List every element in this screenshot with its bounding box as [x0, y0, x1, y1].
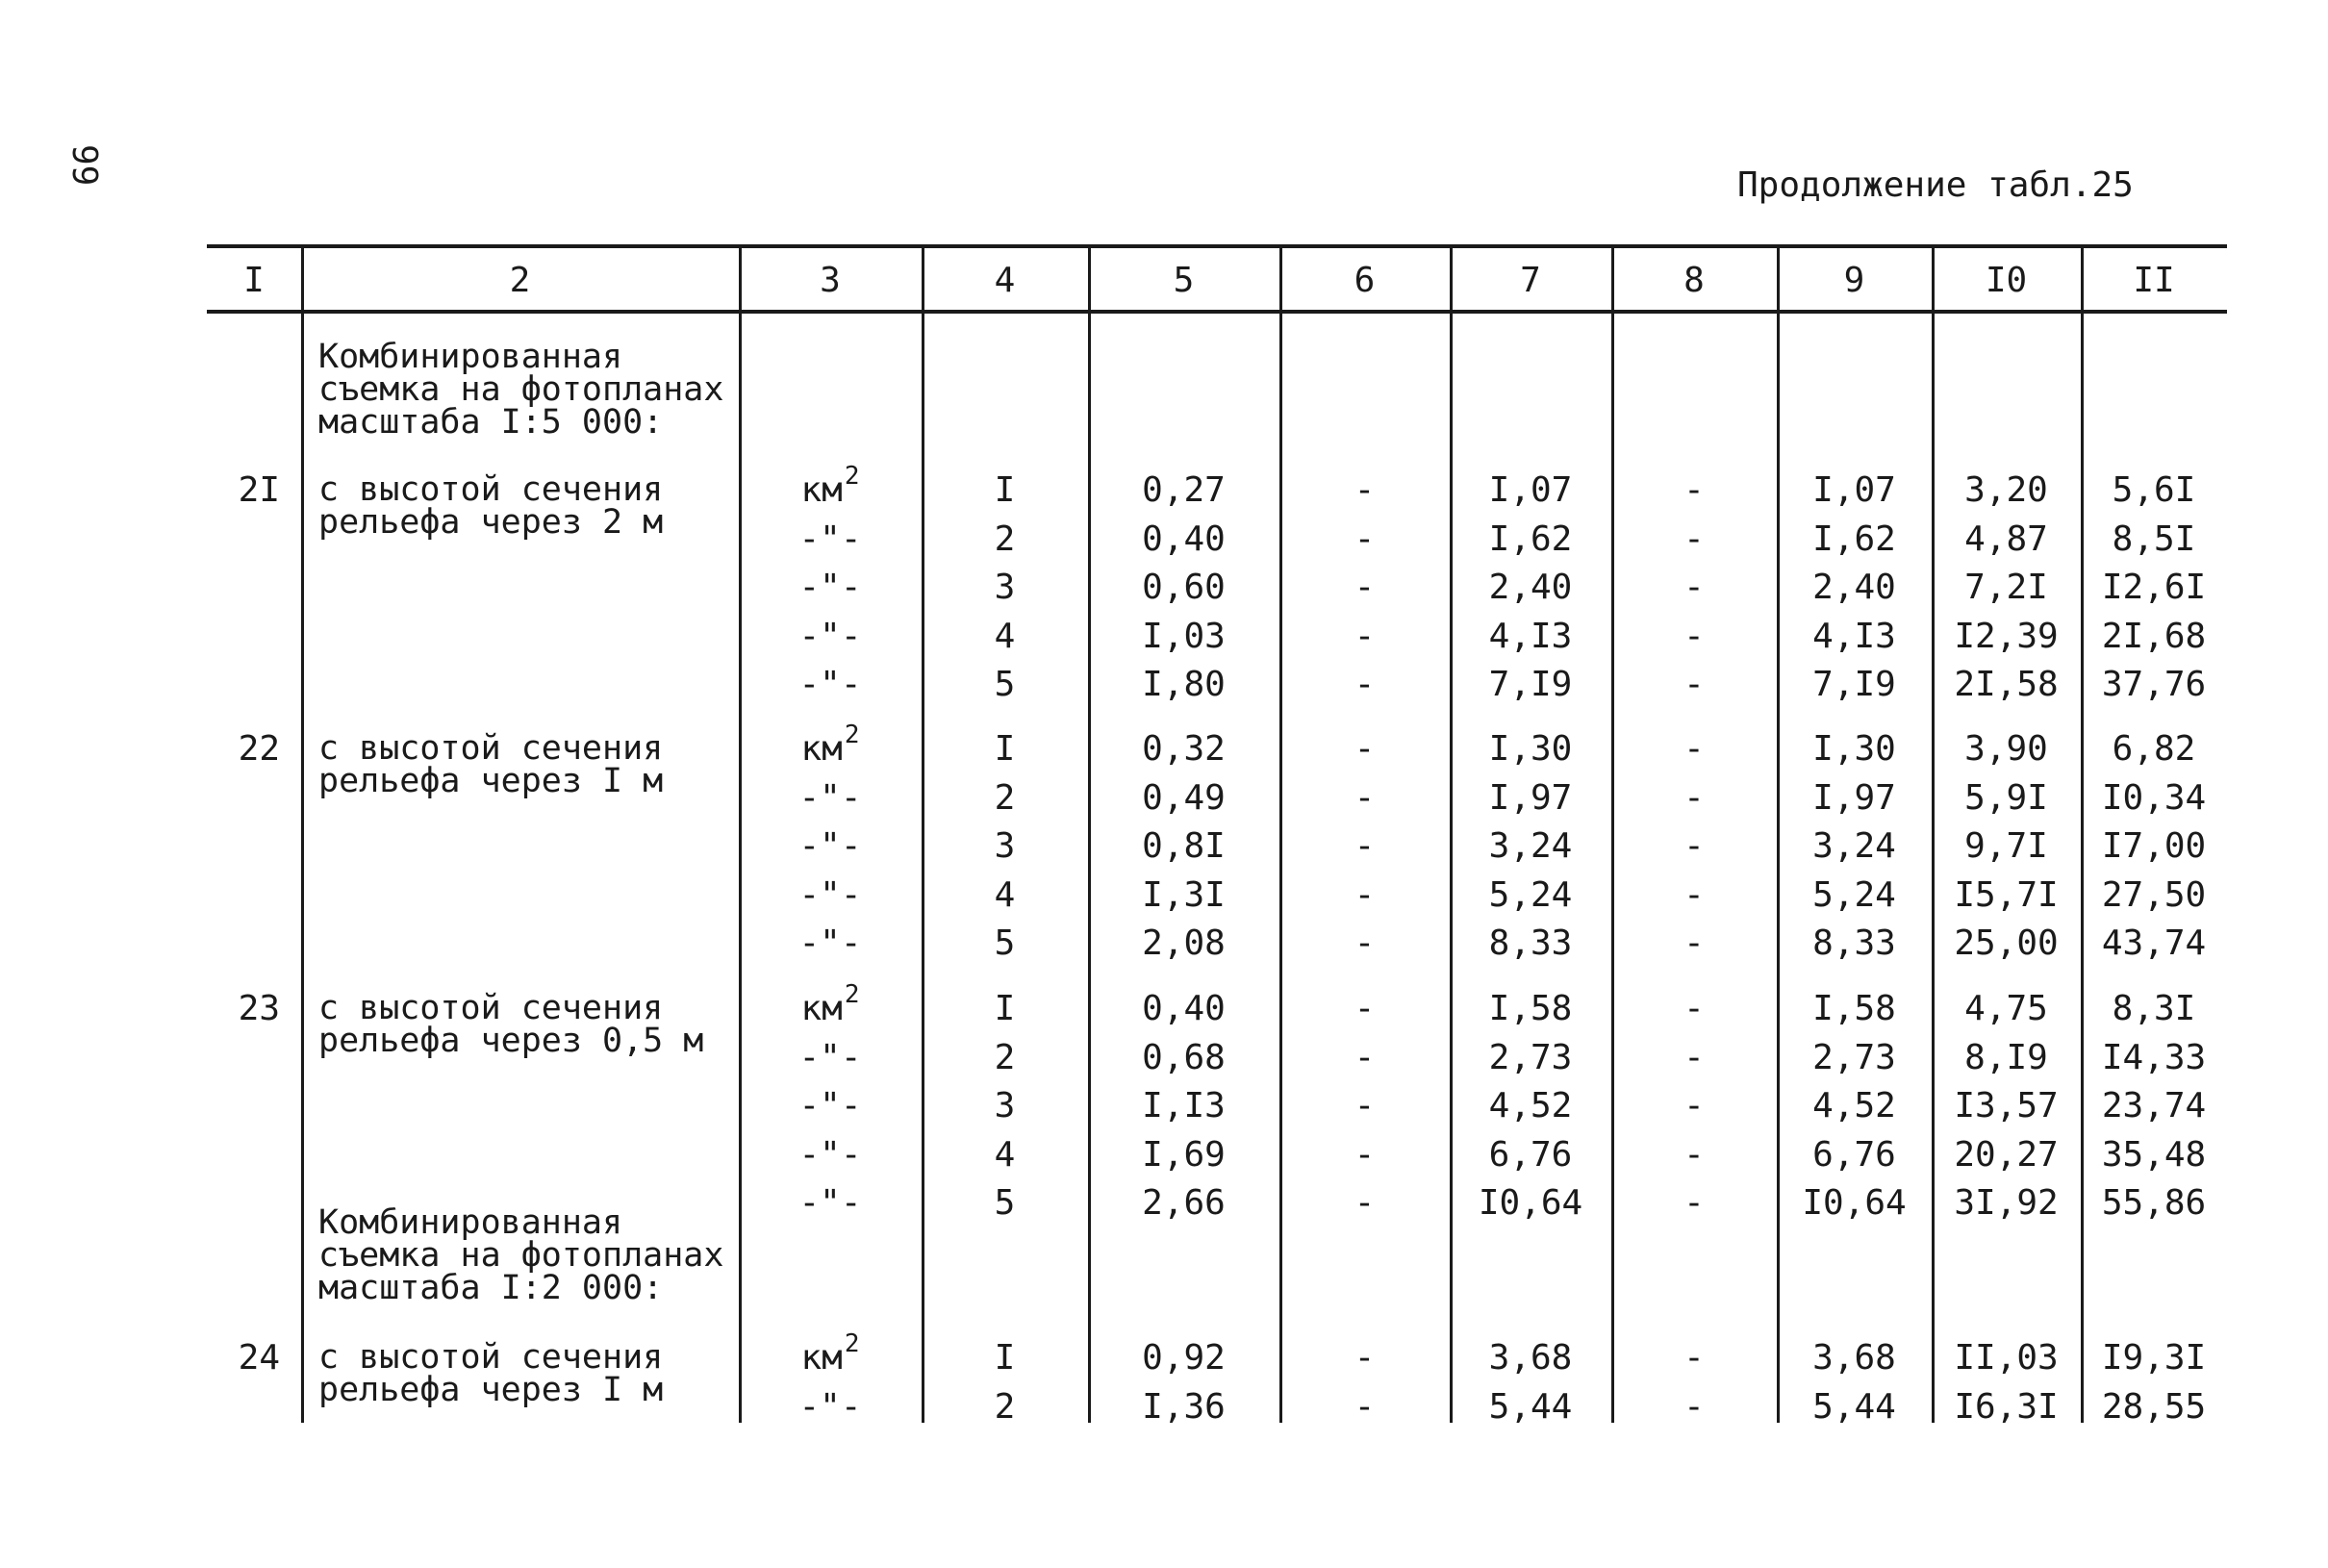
column-divider — [1088, 244, 1091, 1423]
table-cell: - — [1683, 777, 1705, 818]
table-cell: - — [1683, 616, 1705, 656]
table-cell: I — [994, 470, 1016, 510]
table-cell: - — [1354, 777, 1376, 818]
table-cell: - — [1683, 1037, 1705, 1077]
column-header: 7 — [1520, 261, 1541, 300]
table-cell: - — [1683, 470, 1705, 510]
table-cell: - — [1354, 1386, 1376, 1427]
table-cell: 25,00 — [1954, 923, 2059, 963]
unit-cell: -"- — [798, 518, 862, 559]
table-cell: 5,24 — [1488, 874, 1573, 915]
unit-cell: -"- — [798, 1183, 862, 1223]
table-cell: I0,64 — [1478, 1183, 1583, 1223]
table-cell: I — [994, 729, 1016, 769]
table-cell: I0,64 — [1802, 1183, 1907, 1223]
table-cell: - — [1354, 1338, 1376, 1378]
table-cell: - — [1354, 729, 1376, 769]
table-cell: - — [1354, 568, 1376, 607]
table-cell: I2,39 — [1954, 616, 2059, 656]
table-cell: 3 — [994, 1086, 1016, 1125]
table-cell: 5,9I — [1964, 777, 2048, 818]
table-cell: 6,76 — [1812, 1134, 1896, 1175]
table-cell: 5,44 — [1488, 1386, 1573, 1427]
column-header: 2 — [509, 261, 531, 300]
table-cell: - — [1354, 1037, 1376, 1077]
table-cell: 2I,58 — [1954, 665, 2059, 704]
table-cell: I — [994, 989, 1016, 1028]
table-cell: 3,24 — [1488, 826, 1573, 866]
column-divider — [1279, 244, 1282, 1423]
table-cell: 0,60 — [1142, 568, 1226, 607]
unit-text: км — [800, 989, 843, 1028]
table-cell: - — [1683, 923, 1705, 963]
table-cell: 4 — [994, 1134, 1016, 1175]
table-cell: 7,2I — [1964, 568, 2048, 607]
table-cell: 0,49 — [1142, 777, 1226, 818]
row-number: 22 — [238, 729, 280, 769]
column-header: I0 — [1985, 261, 2028, 300]
table-cell: 5,44 — [1812, 1386, 1896, 1427]
table-cell: 28,55 — [2101, 1386, 2207, 1427]
unit-cell: -"- — [798, 1386, 862, 1427]
table-cell: I0,34 — [2101, 777, 2207, 818]
table-cell: I,97 — [1488, 777, 1573, 818]
column-header: 8 — [1683, 261, 1705, 300]
row-description: с высотой сечения рельефа через 2 м — [318, 470, 664, 542]
table-cell: 2 — [994, 518, 1016, 559]
table-cell: 4,75 — [1964, 989, 2048, 1028]
unit-cell — [800, 980, 860, 1029]
table-cell: I,03 — [1142, 616, 1226, 656]
row-description: с высотой сечения рельефа через I м — [318, 1338, 664, 1409]
table-cell: 0,40 — [1142, 518, 1226, 559]
row-number: 2I — [238, 470, 280, 510]
table-cell: I,36 — [1142, 1386, 1226, 1427]
table-cell: - — [1683, 1338, 1705, 1378]
table-cell: I4,33 — [2101, 1037, 2207, 1077]
column-header: 9 — [1843, 261, 1865, 300]
data-table — [207, 244, 2227, 1427]
table-cell: I,58 — [1488, 989, 1573, 1028]
unit-cell — [800, 1329, 860, 1378]
table-cell: 4,I3 — [1812, 616, 1896, 656]
unit-cell: -"- — [798, 616, 862, 656]
column-header: I — [243, 261, 265, 300]
table-cell: I9,3I — [2101, 1338, 2207, 1378]
table-cell: 8,I9 — [1964, 1037, 2048, 1077]
table-cell: - — [1683, 1386, 1705, 1427]
table-cell: I3,57 — [1954, 1086, 2059, 1125]
table-cell: 5 — [994, 923, 1016, 963]
table-cell: 4 — [994, 616, 1016, 656]
table-cell: 3I,92 — [1954, 1183, 2059, 1223]
column-header: 3 — [820, 261, 841, 300]
column-header: 4 — [994, 261, 1016, 300]
table-cell: I,30 — [1488, 729, 1573, 769]
section-label: Комбинированная съемка на фотопланах масштаба I:2 000: — [318, 1203, 724, 1307]
table-cell: 3,24 — [1812, 826, 1896, 866]
table-cell: 8,5I — [2112, 518, 2196, 559]
table-cell: 8,33 — [1488, 923, 1573, 963]
table-top-rule — [207, 244, 2227, 248]
table-cell: - — [1683, 826, 1705, 866]
unit-cell: -"- — [798, 665, 862, 704]
row-description: с высотой сечения рельефа через 0,5 м — [318, 989, 704, 1060]
table-cell: 2,66 — [1142, 1183, 1226, 1223]
unit-text: км — [800, 1338, 843, 1378]
column-header: II — [2133, 261, 2175, 300]
table-cell: 2I,68 — [2101, 616, 2207, 656]
table-cell: 3,68 — [1812, 1338, 1896, 1378]
unit-cell: -"- — [798, 826, 862, 866]
table-cell: - — [1683, 518, 1705, 559]
table-cell: I,62 — [1488, 518, 1573, 559]
column-divider — [739, 244, 742, 1423]
unit-cell: -"- — [798, 568, 862, 607]
unit-cell — [800, 721, 860, 770]
table-cell: - — [1683, 874, 1705, 915]
table-cell: 2,08 — [1142, 923, 1226, 963]
table-cell: 27,50 — [2101, 874, 2207, 915]
table-cell: - — [1354, 470, 1376, 510]
table-cell: - — [1683, 568, 1705, 607]
table-cell: - — [1354, 826, 1376, 866]
column-divider — [1777, 244, 1780, 1423]
unit-cell: -"- — [798, 777, 862, 818]
unit-cell: -"- — [798, 874, 862, 915]
column-header: 6 — [1354, 261, 1376, 300]
table-cell: - — [1683, 989, 1705, 1028]
table-cell: 0,92 — [1142, 1338, 1226, 1378]
table-cell: - — [1683, 729, 1705, 769]
table-cell: I,80 — [1142, 665, 1226, 704]
table-cell: I,58 — [1812, 989, 1896, 1028]
column-header: 5 — [1173, 261, 1195, 300]
table-cell: I,3I — [1142, 874, 1226, 915]
table-cell: 3,90 — [1964, 729, 2048, 769]
table-cell: - — [1354, 874, 1376, 915]
table-cell: I — [994, 1338, 1016, 1378]
table-cell: I,30 — [1812, 729, 1896, 769]
column-divider — [301, 244, 304, 1423]
page-number: 99 — [64, 144, 104, 187]
unit-cell: -"- — [798, 923, 862, 963]
table-cell: 5,6I — [2112, 470, 2196, 510]
table-cell: 7,I9 — [1812, 665, 1896, 704]
table-cell: 8,3I — [2112, 989, 2196, 1028]
table-cell: 20,27 — [1954, 1134, 2059, 1175]
table-cell: - — [1354, 989, 1376, 1028]
table-cell: 4,52 — [1488, 1086, 1573, 1125]
table-cell: I,I3 — [1142, 1086, 1226, 1125]
table-cell: 5 — [994, 665, 1016, 704]
row-description: с высотой сечения рельефа через I м — [318, 729, 664, 800]
table-cell: - — [1354, 1086, 1376, 1125]
table-cell: I,62 — [1812, 518, 1896, 559]
table-cell: 23,74 — [2101, 1086, 2207, 1125]
table-cell: I,07 — [1488, 470, 1573, 510]
table-cell: 5,24 — [1812, 874, 1896, 915]
table-cell: - — [1354, 518, 1376, 559]
table-cell: 43,74 — [2101, 923, 2207, 963]
table-cell: 2 — [994, 1386, 1016, 1427]
table-cell: 3,20 — [1964, 470, 2048, 510]
column-divider — [922, 244, 924, 1423]
table-header-rule — [207, 310, 2227, 314]
unit-exponent: 2 — [844, 1329, 860, 1358]
column-divider — [1611, 244, 1614, 1423]
table-cell: 4,52 — [1812, 1086, 1896, 1125]
table-cell: - — [1683, 1086, 1705, 1125]
table-cell: 3,68 — [1488, 1338, 1573, 1378]
table-cell: I7,00 — [2101, 826, 2207, 866]
row-number: 23 — [238, 989, 280, 1028]
table-cell: - — [1683, 1183, 1705, 1223]
table-cell: 0,68 — [1142, 1037, 1226, 1077]
unit-cell — [800, 462, 860, 511]
table-cell: 3 — [994, 826, 1016, 866]
column-divider — [1932, 244, 1935, 1423]
table-cell: 0,32 — [1142, 729, 1226, 769]
table-cell: - — [1354, 923, 1376, 963]
table-cell: 7,I9 — [1488, 665, 1573, 704]
table-cell: 2,40 — [1488, 568, 1573, 607]
column-divider — [1450, 244, 1453, 1423]
table-cell: - — [1354, 616, 1376, 656]
unit-text: км — [800, 470, 843, 510]
table-cell: 4 — [994, 874, 1016, 915]
table-cell: 0,27 — [1142, 470, 1226, 510]
table-cell: - — [1354, 1134, 1376, 1175]
table-cell: 0,40 — [1142, 989, 1226, 1028]
table-cell: 2 — [994, 1037, 1016, 1077]
table-cell: 35,48 — [2101, 1134, 2207, 1175]
table-cell: - — [1354, 1183, 1376, 1223]
table-cell: 4,I3 — [1488, 616, 1573, 656]
table-cell: I6,3I — [1954, 1386, 2059, 1427]
table-cell: - — [1354, 665, 1376, 704]
table-cell: II,03 — [1954, 1338, 2059, 1378]
unit-exponent: 2 — [844, 980, 860, 1009]
table-cell: 5 — [994, 1183, 1016, 1223]
table-cell: I,97 — [1812, 777, 1896, 818]
table-cell: 2 — [994, 777, 1016, 818]
table-cell: I2,6I — [2101, 568, 2207, 607]
unit-cell: -"- — [798, 1086, 862, 1125]
unit-text: км — [800, 729, 843, 769]
unit-exponent: 2 — [844, 721, 860, 749]
table-cell: 3 — [994, 568, 1016, 607]
table-cell: 2,40 — [1812, 568, 1896, 607]
table-cell: 0,8I — [1142, 826, 1226, 866]
table-cell: 6,82 — [2112, 729, 2196, 769]
table-cell: I,69 — [1142, 1134, 1226, 1175]
table-cell: 9,7I — [1964, 826, 2048, 866]
table-cell: 4,87 — [1964, 518, 2048, 559]
table-cell: 2,73 — [1488, 1037, 1573, 1077]
section-label: Комбинированная съемка на фотопланах масштаба I:5 000: — [318, 338, 724, 442]
table-cell: - — [1683, 665, 1705, 704]
table-cell: I5,7I — [1954, 874, 2059, 915]
unit-cell: -"- — [798, 1134, 862, 1175]
unit-cell: -"- — [798, 1037, 862, 1077]
table-caption: Продолжение табл.25 — [1737, 165, 2134, 205]
table-cell: 37,76 — [2101, 665, 2207, 704]
table-cell: I,07 — [1812, 470, 1896, 510]
row-number: 24 — [238, 1338, 280, 1378]
column-divider — [2081, 244, 2084, 1423]
table-cell: 2,73 — [1812, 1037, 1896, 1077]
table-cell: - — [1683, 1134, 1705, 1175]
table-cell: 55,86 — [2101, 1183, 2207, 1223]
unit-exponent: 2 — [844, 462, 860, 491]
table-cell: 8,33 — [1812, 923, 1896, 963]
table-cell: 6,76 — [1488, 1134, 1573, 1175]
